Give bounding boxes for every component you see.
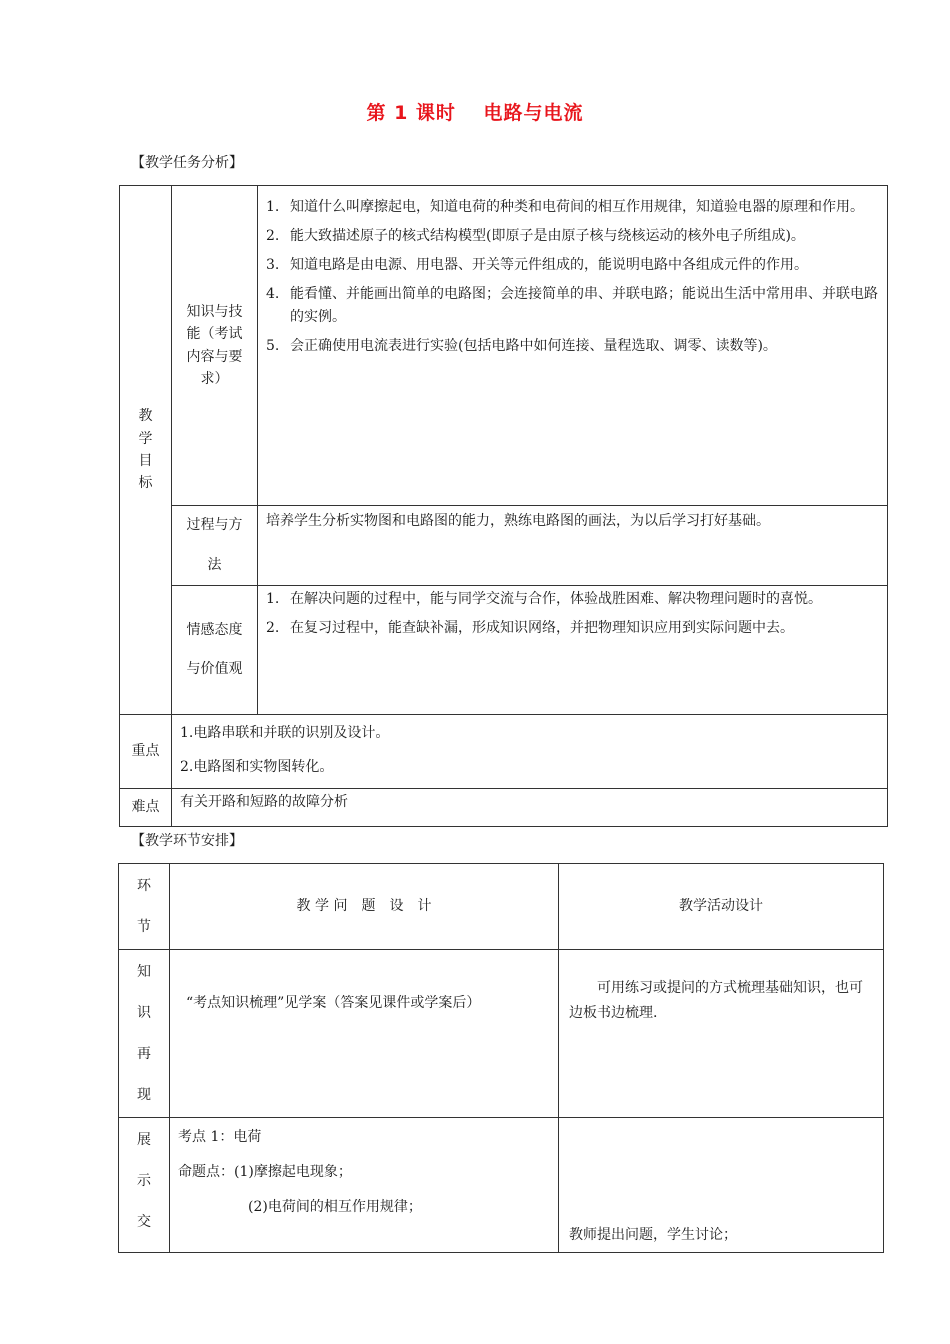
row2-q1: 考点 1：电荷 xyxy=(178,1128,262,1145)
knowledge-label: 知识与技能（考试内容与要求） xyxy=(172,186,258,506)
emotion-item-1 xyxy=(266,588,881,611)
row2-activity: 教师提出问题，学生讨论； xyxy=(559,1117,884,1252)
difficulty-text: 有关开路和短路的故障分析 xyxy=(172,789,888,827)
knowledge-list xyxy=(258,186,887,371)
knowledge-item-number: 4. xyxy=(266,286,280,303)
knowledge-item-3 xyxy=(266,254,881,277)
row1-activity: 可用练习或提问的方式梳理基础知识，也可边板书边梳理. xyxy=(559,949,884,1117)
section-task-analysis: 【教学任务分析】 xyxy=(131,155,243,171)
lesson-arrangement-table xyxy=(118,863,884,1253)
row1-stage: 知识再现 xyxy=(119,949,170,1117)
knowledge-item-number: 1. xyxy=(266,199,280,215)
knowledge-item-number: 5. xyxy=(266,338,280,355)
row2-q2: 命题点：(1)摩擦起电现象； xyxy=(178,1163,352,1180)
knowledge-item-number: 2. xyxy=(266,228,280,245)
section-lesson-arrangement: 【教学环节安排】 xyxy=(131,833,243,849)
knowledge-item-1 xyxy=(266,196,881,219)
knowledge-item-text: 知道电路是由电源、用电器、开关等元件组成的，能说明电路中各组成元件的作用。 xyxy=(290,257,808,274)
knowledge-item-4 xyxy=(266,283,881,329)
lesson-title: 第 1 课时 电路与电流 xyxy=(366,102,584,124)
knowledge-item-text: 能看懂、并能画出简单的电路图；会连接简单的串、并联电路；能说出生活中常用串、并联电路的实例。 xyxy=(290,286,878,326)
header-question: 教 学 问 题 设 计 xyxy=(170,864,559,950)
key-item-2: 2.电路图和实物图转化。 xyxy=(180,758,334,775)
emotion-item-number: 1. xyxy=(266,591,280,607)
key-item-1: 1.电路串联和并联的识别及设计。 xyxy=(180,725,390,741)
emotion-label: 情感态度与价值观 xyxy=(172,586,258,715)
emotion-item-text: 在解决问题的过程中，能与同学交流与合作，体验战胜困难、解决物理问题时的喜悦。 xyxy=(290,591,822,607)
key-cell xyxy=(172,715,888,789)
knowledge-cell xyxy=(258,186,888,506)
key-label: 重点 xyxy=(120,715,172,789)
row2-question xyxy=(170,1117,559,1252)
emotion-list xyxy=(258,586,887,652)
difficulty-label: 难点 xyxy=(120,789,172,827)
emotion-item-text: 在复习过程中，能查缺补漏，形成知识网络，并把物理知识应用到实际问题中去。 xyxy=(290,620,794,637)
process-label: 过程与方法 xyxy=(172,506,258,586)
header-activity: 教学活动设计 xyxy=(559,864,884,950)
knowledge-item-text: 知道什么叫摩擦起电，知道电荷的种类和电荷间的相互作用规律，知道验电器的原理和作用。 xyxy=(290,199,864,215)
knowledge-item-5 xyxy=(266,335,881,358)
emotion-item-number: 2. xyxy=(266,620,280,637)
row2-q3: (2)电荷间的相互作用规律； xyxy=(248,1198,422,1215)
task-analysis-table xyxy=(119,185,888,827)
process-text: 培养学生分析实物图和电路图的能力，熟练电路图的画法，为以后学习打好基础。 xyxy=(258,506,888,586)
knowledge-item-text: 能大致描述原子的核式结构模型(即原子是由原子核与绕核运动的核外电子所组成)。 xyxy=(290,228,805,245)
row2-stage: 展示交 xyxy=(119,1117,170,1252)
goal-label: 教学目标 xyxy=(120,186,172,715)
row1-question: “考点知识梳理”见学案（答案见课件或学案后） xyxy=(170,949,559,1117)
emotion-item-2 xyxy=(266,617,881,640)
knowledge-item-text: 会正确使用电流表进行实验(包括电路中如何连接、量程选取、调零、读数等)。 xyxy=(290,338,777,355)
knowledge-item-2 xyxy=(266,225,881,248)
emotion-cell xyxy=(258,586,888,715)
knowledge-item-number: 3. xyxy=(266,257,280,274)
header-stage: 环节 xyxy=(119,864,170,950)
